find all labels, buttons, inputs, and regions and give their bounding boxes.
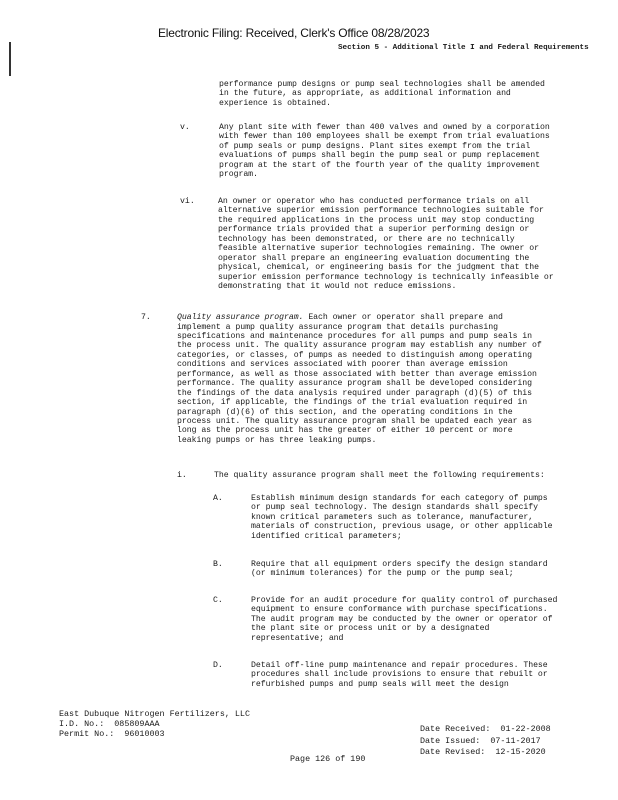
section-header: Section 5 - Additional Title I and Federal Requirements (338, 44, 589, 52)
item-C-text: Provide for an audit procedure for quality control of purchased equipment to ensure conformance with purchase specifications. The audit program may be conducted by the owner or operator of the plant site or process unit or by a designated representative; and (251, 596, 558, 643)
margin-mark (9, 42, 11, 76)
item-D-text: Detail off-line pump maintenance and repair procedures. These procedures shall include provisions to ensure that rebuilt or refurbished pumps and pump seals will meet the design (251, 661, 548, 689)
item-7-first-line (177, 313, 503, 322)
permit-dates: Date Received: 01-22-2008 Date Issued: 07-11-2017 Date Revised: 12-15-2020 (420, 724, 551, 757)
item-D-label: D. (213, 661, 223, 670)
item-v-text: Any plant site with fewer than 400 valves and owned by a corporation with fewer than 100 employees shall be exempt from trial evaluations of pump seals or pump designs. Plant sites exempt from the trial evaluations of pumps shall begin the pump seal or pump replacement program at the start of the fourth year of the quality improvement program. (219, 123, 550, 180)
item-B-label: B. (213, 560, 223, 569)
item-v-label: v. (180, 123, 190, 132)
item-7-title: Quality assurance program. (177, 313, 304, 322)
item-i-label: i. (177, 471, 187, 480)
item-7-label: 7. (141, 313, 151, 322)
item-vi-label: vi. (180, 197, 195, 206)
item-vi-text: An owner or operator who has conducted performance trials on all alternative superior emission performance technologies suitable for the required applications in the process unit may stop conducting performance trials provided that a superior performing design or technology has been demonstrated, or there are no technically feasible alternative superior technologies remaining. The owner or operator shall prepare an engineering evaluation documenting the physical, chemical, or engineering basis for the judgment that the superior emission performance technology is technically infeasible or demonstrating that it would not reduce emissions. (218, 197, 554, 292)
item-C-label: C. (213, 596, 223, 605)
filing-stamp: Electronic Filing: Received, Clerk's Office 08/28/2023 (158, 26, 430, 40)
item-A-label: A. (213, 494, 223, 503)
item-A-text: Establish minimum design standards for each category of pumps or pump seal technology. The design standards shall specify known critical parameters such as tolerance, manufacturer, materials of construction, previous usage, or other applicable identified critical parameters; (251, 494, 553, 541)
item-B-text: Require that all equipment orders specify the design standard (or minimum tolerances) for the pump or the pump seal; (251, 560, 548, 579)
item-7-text: implement a pump quality assurance program that details purchasing specifications and maintenance procedures for all pumps and pump seals in the process unit. The quality assurance program may establish any number of categories, or classes, of pumps as needed to distinguish among operating conditions and services associated with poorer than average emission performance, as well as those associated with better than average emission performance. The quality assurance program shall be developed considering the findings of the data analysis required under paragraph (d)(5) of this section, if applicable, the findings of the trial evaluation required in paragraph (d)(6) of this section, and the operating conditions in the process unit. The quality assurance program shall be updated each year as long as the process unit has the greater of either 10 percent or more leaking pumps or has three leaking pumps. (177, 322, 542, 445)
facility-info: East Dubuque Nitrogen Fertilizers, LLC I.D. No.: 085809AAA Permit No.: 96010003 (59, 709, 250, 739)
item-7-first-text: Each owner or operator shall prepare and (303, 313, 503, 322)
continued-paragraph: performance pump designs or pump seal technologies shall be amended in the future, as appropriate, as additional information and experience is obtained. (219, 80, 545, 108)
page-number: Page 126 of 190 (290, 754, 366, 764)
item-i-text: The quality assurance program shall meet the following requirements: (214, 471, 545, 480)
